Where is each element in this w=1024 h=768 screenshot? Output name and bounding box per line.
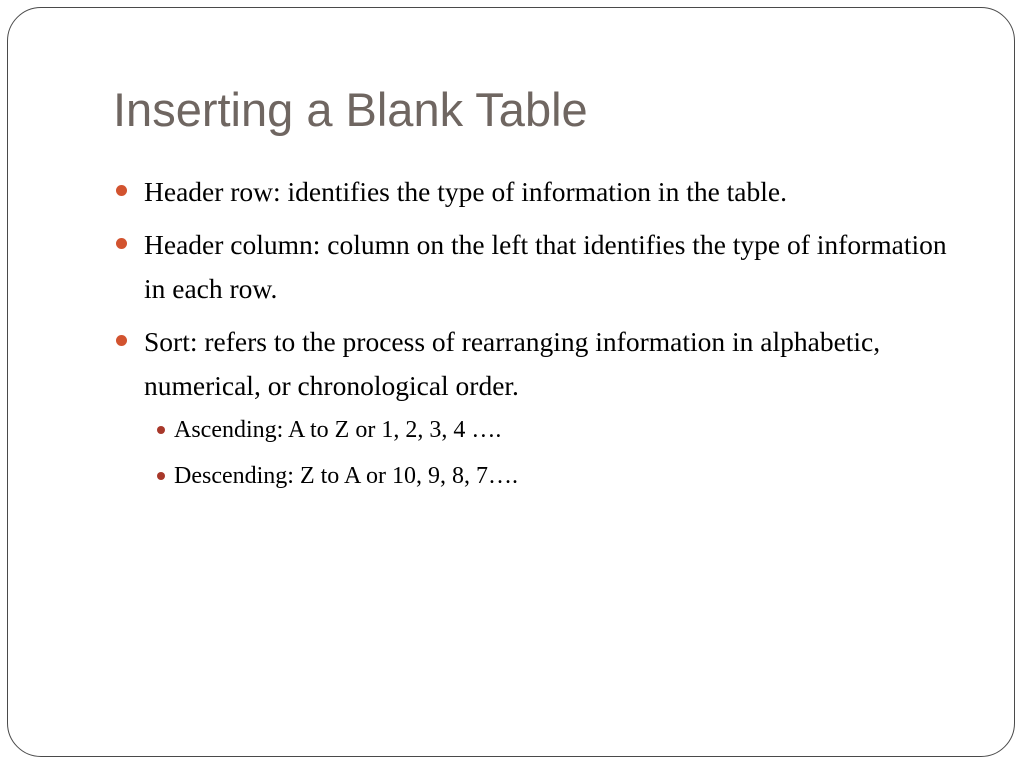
bullet-text: Sort: refers to the process of rearranging information in alphabetic, numerical, or chronological order. [144, 326, 881, 401]
bullet-dot-icon [116, 185, 127, 196]
sub-bullet-dot-icon [157, 472, 165, 480]
slide-title: Inserting a Blank Table [113, 83, 588, 136]
bullet-dot-icon [116, 335, 127, 346]
sub-bullet-descending [144, 456, 973, 496]
bullet-dot-icon [116, 238, 127, 249]
sub-bullet-list [144, 410, 973, 496]
bullet-list [113, 170, 973, 505]
bullet-text: Header column: column on the left that identifies the type of information in each row. [144, 229, 947, 304]
sub-bullet-ascending [144, 410, 973, 450]
bullet-text: Header row: identifies the type of information in the table. [144, 176, 787, 207]
sub-bullet-text: Descending: Z to A or 10, 9, 8, 7…. [174, 463, 518, 489]
bullet-header-row [113, 170, 973, 214]
sub-bullet-text: Ascending: A to Z or 1, 2, 3, 4 …. [174, 417, 502, 443]
bullet-sort [113, 320, 973, 496]
bullet-header-column [113, 223, 973, 311]
sub-bullet-dot-icon [157, 426, 165, 434]
